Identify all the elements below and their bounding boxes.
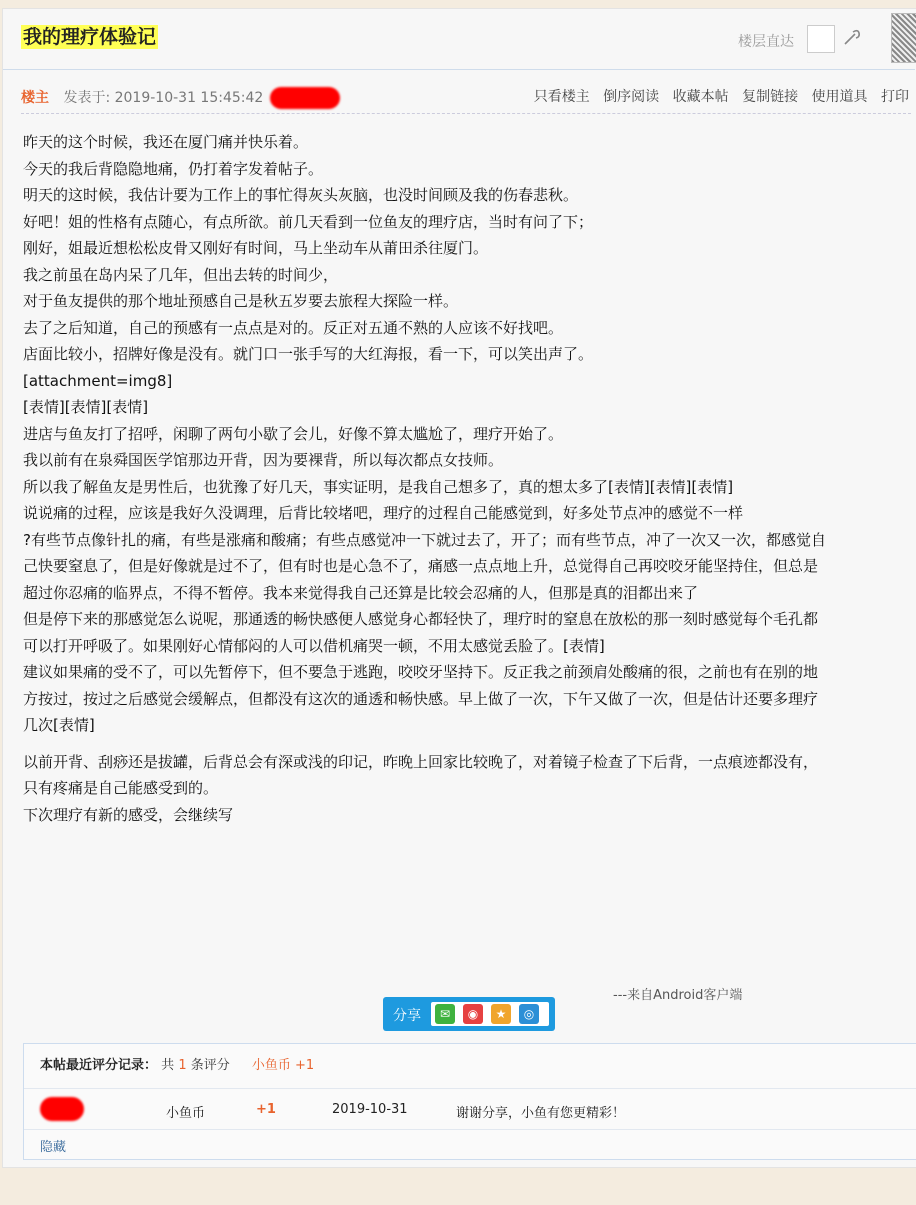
divider	[21, 113, 911, 114]
post-line: 超过你忍痛的临界点，不得不暂停。我本来觉得我自己还算是比较会忍痛的人，但那是真的泪都出来了	[23, 583, 699, 602]
post-line: 刚好，姐最近想松松皮骨又刚好有时间，马上坐动车从莆田杀往厦门。	[23, 239, 489, 257]
qr-code-icon[interactable]	[891, 13, 916, 63]
post-line: 方按过，按过之后感觉会缓解点，但都没有这次的通透和畅快感。早上做了一次，下午又做了一次，但是估计还要多理疗	[23, 689, 819, 708]
post-line: ?有些节点像针扎的痛，有些是涨痛和酸痛；有些点感觉冲一下就过去了，开了；而有些节点，冲了一次又一次，都感觉自	[23, 530, 826, 549]
rating-total-suffix: 条评分	[190, 1058, 230, 1073]
action-print[interactable]: 打印	[881, 89, 909, 105]
post-line: 我以前有在泉舜国医学馆那边开背，因为要裸背，所以每次都点女技师。	[23, 451, 504, 469]
action-favorite[interactable]: 收藏本帖	[672, 89, 729, 105]
post-line: 进店与鱼友打了招呼，闲聊了两句小歇了会儿，好像不算太尴尬了，理疗开始了。	[23, 424, 564, 443]
action-reverse-order[interactable]: 倒序阅读	[603, 89, 660, 105]
post-line: 己快要窒息了，但是好像就是过不了，但有时也是心急不了，痛感一点点地上升，总觉得自己再咬咬牙能坚持住，但总是	[23, 557, 819, 575]
qzone-icon[interactable]: ★	[491, 1004, 511, 1024]
hide-ratings-link[interactable]: 隐藏	[40, 1140, 67, 1155]
post-line: 以前开背、刮痧还是拔罐，后背总会有深或浅的印记，昨晚上回家比较晚了，对着镜子检查了下后背，一点痕迹都没有，	[23, 752, 819, 771]
rating-header	[40, 1054, 314, 1073]
action-author-only[interactable]: 只看楼主	[533, 89, 590, 105]
post-line: 昨天的这个时候，我还在厦门痛并快乐着。	[23, 133, 309, 151]
thread-title: 我的理疗体验记	[23, 26, 157, 48]
post-page	[2, 8, 916, 1168]
post-line: 店面比较小，招牌好像是没有。就门口一张手写的大红海报，看一下，可以笑出声了。	[23, 345, 594, 363]
post-line: 建议如果痛的受不了，可以先暂停下，但不要急于逃跑，咬咬牙坚持下。反正我之前颈肩处酸痛的很，之前也有在别的地	[23, 663, 819, 681]
post-line: 明天的这时候，我估计要为工作上的事忙得灰头灰脑，也没时间顾及我的伤春悲秋。	[23, 186, 579, 204]
rating-count: 1	[178, 1058, 187, 1073]
rating-date: 2019-10-31	[332, 1102, 408, 1117]
post-line: 所以我了解鱼友是男性后，也犹豫了好几天，事实证明，是我自己想多了，真的想太多了[表情][表情][表情]	[23, 477, 734, 496]
go-arrow-icon[interactable]	[841, 27, 863, 49]
action-copy-link[interactable]: 复制链接	[742, 89, 799, 105]
rating-amount: +1	[256, 1102, 276, 1117]
post-actions	[525, 87, 909, 107]
weibo-icon[interactable]: ◉	[463, 1004, 483, 1024]
share-icons	[431, 1002, 549, 1026]
rating-coin-summary: 小鱼币 +1	[251, 1058, 315, 1073]
floor-jump-label: 楼层直达	[738, 34, 794, 50]
qq-icon[interactable]: ◎	[519, 1004, 539, 1024]
rating-header-label: 本帖最近评分记录：	[40, 1058, 158, 1073]
post-line: 今天的我后背隐隐地痛，仍打着字发着帖子。	[23, 159, 324, 178]
rating-comment: 谢谢分享，小鱼有您更精彩！	[456, 1106, 626, 1121]
post-body	[23, 129, 913, 828]
post-line: 去了之后知道，自己的预感有一点点是对的。反正对五通不熟的人应该不好找吧。	[23, 318, 564, 337]
post-line: 可以打开呼吸了。如果刚好心情郁闷的人可以借机痛哭一顿，不用太感觉丢脸了。[表情]	[23, 636, 605, 655]
post-line: [表情][表情][表情]	[23, 398, 149, 416]
post-line: 几次[表情]	[23, 716, 95, 734]
rating-box	[23, 1043, 916, 1160]
post-line: 只有疼痛是自己能感受到的。	[23, 779, 219, 797]
action-use-tool[interactable]: 使用道具	[811, 89, 868, 105]
post-line: 我之前虽在岛内呆了几年，但出去转的时间少，	[23, 265, 339, 284]
rating-currency: 小鱼币	[166, 1106, 206, 1121]
post-line: [attachment=img8]	[23, 371, 173, 390]
post-meta	[21, 87, 340, 109]
post-line: 说说痛的过程，应该是我好久没调理，后背比较堵吧，理疗的过程自己能感觉到，好多处节点冲的感觉不一样	[23, 504, 744, 522]
share-label: 分享	[393, 1008, 421, 1024]
post-line: 好吧！姐的性格有点随心，有点所欲。前几天看到一位鱼友的理疗店，当时有问了下；	[23, 212, 594, 231]
share-bar	[383, 997, 555, 1031]
rating-total-prefix: 共	[161, 1058, 175, 1073]
post-line: 对于鱼友提供的那个地址预感自己是秋五岁要去旅程大探险一样。	[23, 292, 459, 310]
floor-jump-input[interactable]	[807, 25, 835, 53]
redacted-mark	[270, 87, 340, 109]
post-source: ---来自Android客户端	[613, 988, 743, 1003]
author-badge: 楼主	[21, 90, 49, 106]
rater-avatar-redacted[interactable]	[40, 1097, 84, 1121]
post-line: 下次理疗有新的感受，会继续写	[23, 805, 234, 824]
wechat-icon[interactable]: ✉	[435, 1004, 455, 1024]
post-time: 发表于: 2019-10-31 15:45:42	[63, 90, 264, 106]
post-line: 但是停下来的那感觉怎么说呢，那通透的畅快感便人感觉身心都轻快了，理疗时的窒息在放松的那一刻时感觉每个毛孔都	[23, 610, 819, 628]
rating-row	[24, 1088, 916, 1130]
thread-header	[3, 9, 915, 70]
